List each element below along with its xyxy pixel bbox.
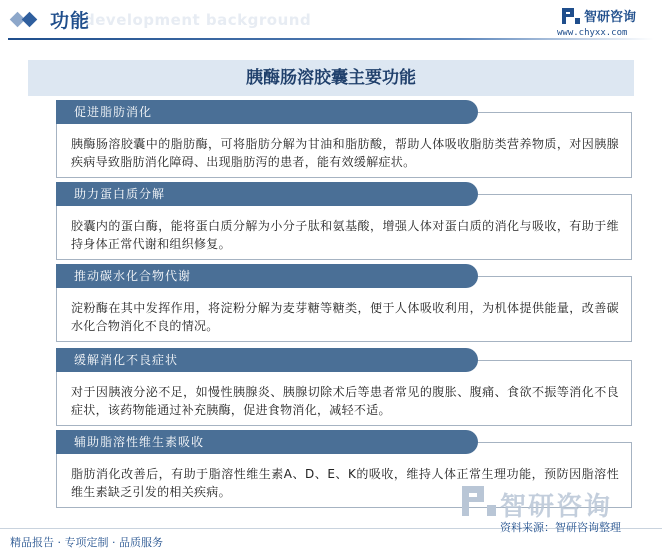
section-body: 胶囊内的蛋白酶，能将蛋白质分解为小分子肽和氨基酸，增强人体对蛋白质的消化与吸收，有助于维持身体正常代谢和组织修复。: [71, 219, 619, 251]
diamond-icon: [12, 10, 40, 30]
section-heading: [56, 182, 478, 206]
section-body: 淀粉酶在其中发挥作用，将淀粉分解为麦芽糖等糖类，便于人体吸收利用，为机体提供能量，改善碳水化合物消化不良的情况。: [71, 301, 619, 333]
main-title: 胰酶肠溶胶囊主要功能: [246, 68, 416, 88]
footer-slogan: 精品报告 · 专项定制 · 品质服务: [10, 536, 163, 549]
header-title: 功能: [50, 10, 91, 32]
section-body: 对于因胰液分泌不足，如慢性胰腺炎、胰腺切除术后等患者常见的腹胀、腹痛、食欲不振等消化不良症状，该药物能通过补充胰酶，促进食物消化，减轻不适。: [71, 385, 619, 417]
section-heading: [56, 264, 478, 288]
page-header: [0, 0, 662, 40]
header-watermark: development background: [84, 11, 312, 29]
header-divider: [8, 38, 654, 40]
section-heading: [56, 348, 478, 372]
section-heading-label: 助力蛋白质分解: [74, 187, 166, 201]
brand-logo-icon: [562, 8, 580, 24]
brand-url: www.chyxx.com: [557, 28, 628, 38]
section-body: 脂肪消化改善后，有助于脂溶性维生素A、D、E、K的吸收，维持人体正常生理功能，预防因脂溶性维生素缺乏引发的相关疾病。: [71, 467, 619, 499]
main-title-band: [28, 60, 634, 96]
section-heading: [56, 100, 478, 124]
section-body: 胰酶肠溶胶囊中的脂肪酶，可将脂肪分解为甘油和脂肪酸，帮助人体吸收脂肪类营养物质，对因胰腺疾病导致脂肪消化障碍、出现脂肪泻的患者，能有效缓解症状。: [71, 137, 619, 169]
section-heading-label: 辅助脂溶性维生素吸收: [74, 435, 205, 449]
footer-brand-watermark: 智研咨询: [500, 492, 613, 522]
section-heading-label: 促进脂肪消化: [74, 105, 153, 119]
section-heading-label: 缓解消化不良症状: [74, 353, 179, 367]
footer-source: 资料来源：智研咨询整理: [500, 521, 621, 534]
section-heading-label: 推动碳水化合物代谢: [74, 269, 192, 283]
footer-logo-icon: [462, 486, 496, 516]
section-heading: [56, 430, 478, 454]
brand-name: 智研咨询: [584, 10, 637, 25]
